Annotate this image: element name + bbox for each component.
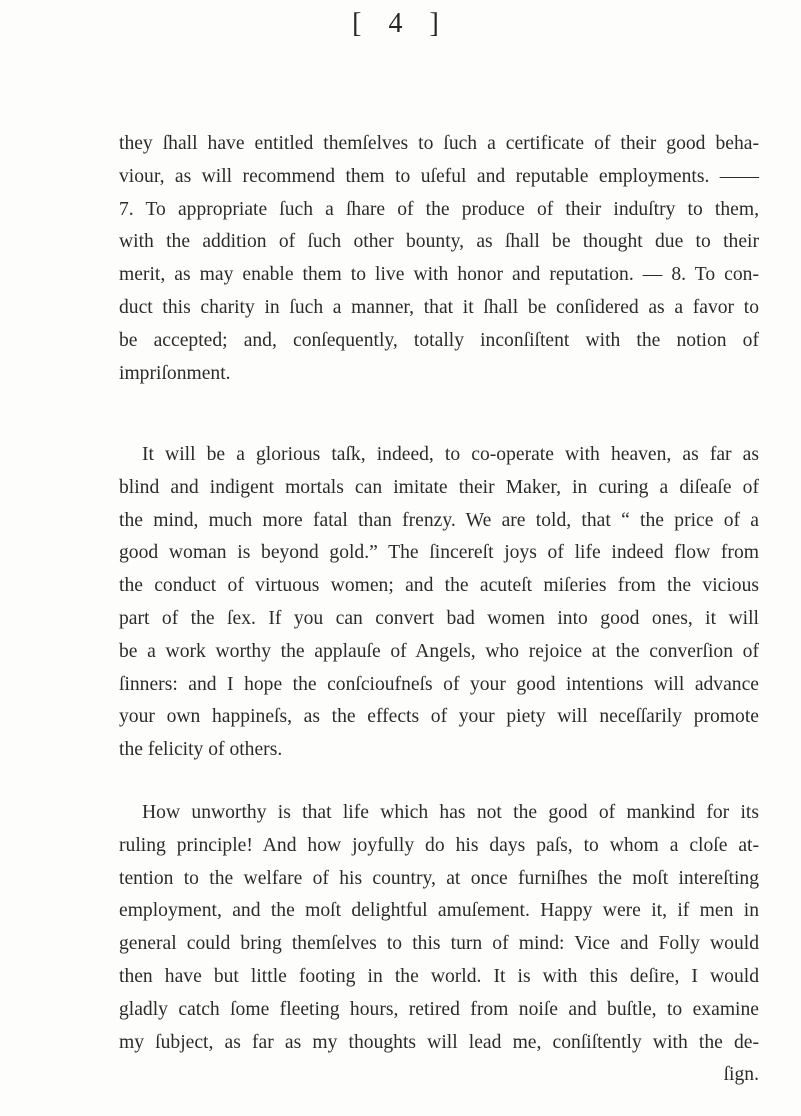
- text-line: your own happineſs, as the effects of your piety will neceſſarily promote: [119, 706, 759, 728]
- paragraph-2: [119, 439, 759, 767]
- text-line: they ſhall have entitled themſelves to ſuch a certificate of their good beha-: [119, 133, 759, 154]
- text-line: general could bring themſelves to this turn of mind: Vice and Folly would: [119, 933, 759, 955]
- text-line: ruling principle! And how joyfully do his days paſs, to whom a cloſe at-: [119, 834, 759, 856]
- text-line: gladly catch ſome fleeting hours, retired from noiſe and buſtle, to examine: [119, 998, 759, 1020]
- text-line: blind and indigent mortals can imitate their Maker, in curing a diſeaſe of: [119, 476, 759, 498]
- text-line: my ſubject, as far as my thoughts will lead me, conſiſtently with the de-: [119, 1031, 759, 1053]
- text-line: employment, and the moſt delightful amuſement. Happy were it, if men in: [119, 900, 759, 922]
- text-line: the felicity of others.: [119, 739, 283, 761]
- text-line: the conduct of virtuous women; and the acuteſt miſeries from the vicious: [119, 575, 759, 597]
- text-line: viour, as will recommend them to uſeful and reputable employments. ——: [119, 165, 759, 187]
- text-line: part of the ſex. If you can convert bad women into good ones, it will: [119, 607, 759, 629]
- text-line: the mind, much more fatal than frenzy. We are told, that “ the price of a: [119, 509, 759, 531]
- text-line: duct this charity in ſuch a manner, that it ſhall be conſidered as a favor to: [119, 296, 759, 318]
- catchword: ſign.: [723, 1064, 759, 1086]
- text-line: good woman is beyond gold.” The ſincereſt joys of life indeed flow from: [119, 542, 759, 564]
- text-line: How unworthy is that life which has not the good of mankind for its: [142, 802, 759, 823]
- text-line: be a work worthy the applauſe of Angels, who rejoice at the converſion of: [119, 640, 759, 662]
- text-line: then have but little footing in the world. It is with this deſire, I would: [119, 965, 759, 987]
- paragraph-1: [119, 128, 759, 390]
- text-line: It will be a glorious taſk, indeed, to co-operate with heaven, as far as: [142, 444, 759, 465]
- text-line: impriſonment.: [119, 362, 231, 384]
- text-line: tention to the welfare of his country, at once furniſhes the moſt intereſting: [119, 867, 759, 889]
- text-line: ſinners: and I hope the conſcioufneſs of your good intentions will advance: [119, 673, 759, 695]
- text-line: 7. To appropriate ſuch a ſhare of the produce of their induſtry to them,: [119, 198, 759, 220]
- text-line: merit, as may enable them to live with honor and reputation. — 8. To con-: [119, 264, 759, 286]
- text-line: be accepted; and, conſequently, totally inconſiſtent with the notion of: [119, 329, 759, 351]
- page-number: [ 4 ]: [352, 8, 449, 39]
- paragraph-3: [119, 797, 759, 1092]
- text-line: with the addition of ſuch other bounty, as ſhall be thought due to their: [119, 231, 759, 253]
